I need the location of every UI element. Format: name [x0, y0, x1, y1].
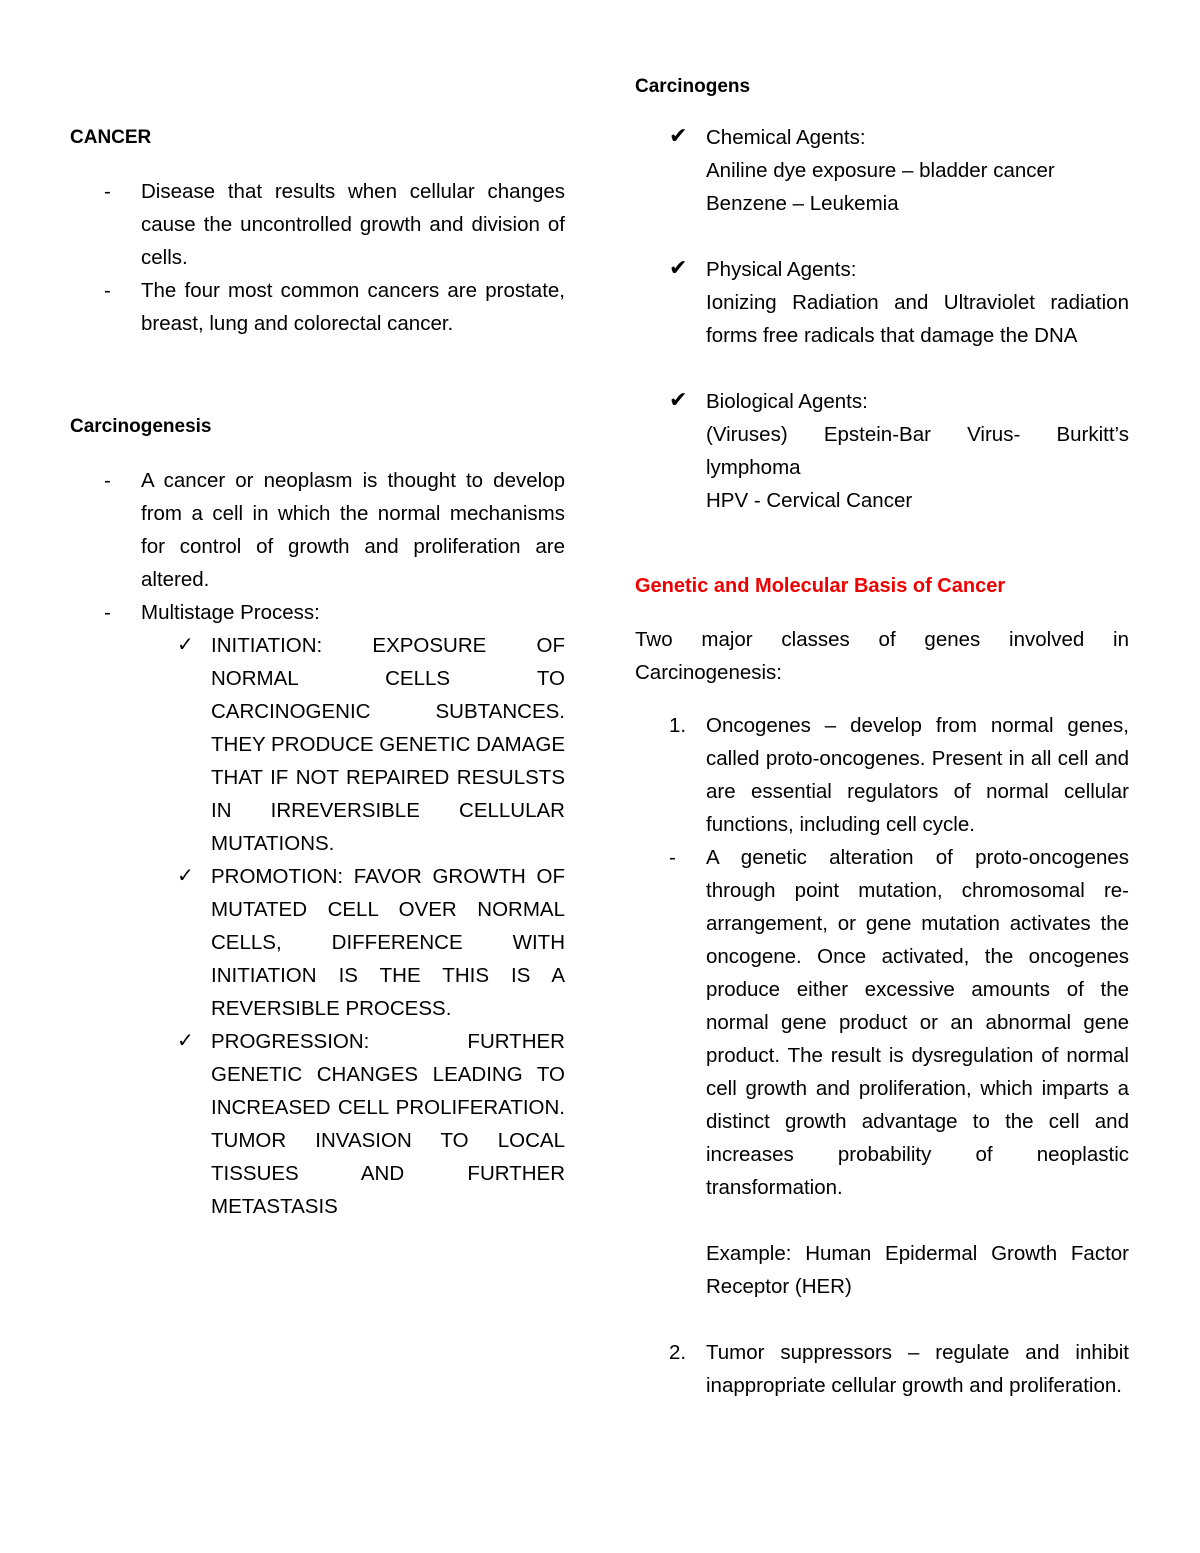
- agent-title: Physical Agents:: [706, 258, 857, 281]
- agent-line: Ionizing Radiation and Ultraviolet radiation forms free radicals that damage the DNA: [706, 291, 1129, 347]
- agent-physical: [635, 253, 1129, 352]
- genetic-basis-heading: Genetic and Molecular Basis of Cancer: [635, 575, 1006, 597]
- dash-marker: -: [104, 469, 111, 492]
- carcinogenesis-bullet-2: [70, 596, 565, 629]
- cancer-bullet-2: [70, 274, 565, 340]
- carcinogenesis-bullet-text: A cancer or neoplasm is thought to develop from a cell in which the normal mechanisms for control of growth and proliferation are altered.: [141, 469, 565, 591]
- list-item-tumor-suppressors: [635, 1336, 1129, 1402]
- agent-title: Biological Agents:: [706, 390, 868, 413]
- carcinogenesis-bullet-text: Multistage Process:: [141, 601, 320, 624]
- number-marker: 1.: [669, 714, 687, 737]
- stage-text: PROGRESSION: FURTHER GENETIC CHANGES LEADING TO INCREASED CELL PROLIFERATION. TUMOR INVASION TO LOCAL TISSUES AND FURTHER METASTASIS: [211, 1030, 565, 1218]
- checkmark-icon: ✓: [177, 634, 194, 656]
- oncogenes-bullet-text: A genetic alteration of proto-oncogenes through point mutation, chromosomal re-arrangement, or gene mutation activates the oncogene. Once activated, the oncogenes produce either excessive amounts of the normal gene product or an abnormal gene product. The result is dysregulation of normal cell growth and proliferation, which imparts a distinct growth advantage to the cell and increases probability of neoplastic transformation.: [706, 846, 1129, 1199]
- stage-progression: [70, 1025, 565, 1223]
- agent-line: Aniline dye exposure – bladder cancer: [706, 159, 1055, 182]
- cancer-bullet-text: Disease that results when cellular changes cause the uncontrolled growth and division of cells.: [141, 180, 565, 269]
- dash-marker: -: [104, 279, 111, 302]
- cancer-bullet-text: The four most common cancers are prostate, breast, lung and colorectal cancer.: [141, 279, 565, 335]
- stage-initiation: [70, 629, 565, 860]
- checkmark-icon: ✔: [669, 387, 688, 412]
- dash-marker: -: [669, 846, 676, 869]
- agent-title: Chemical Agents:: [706, 126, 866, 149]
- checkmark-icon: ✔: [669, 255, 688, 280]
- dash-marker: -: [104, 180, 111, 203]
- carcinogenesis-heading: Carcinogenesis: [70, 416, 212, 437]
- agent-line: (Viruses) Epstein-Bar Virus- Burkitt’s lymphoma: [706, 423, 1129, 479]
- carcinogenesis-bullet-1: [70, 464, 565, 596]
- carcinogens-heading: Carcinogens: [635, 76, 751, 97]
- cancer-bullet-1: [70, 175, 565, 274]
- oncogenes-bullet: [635, 841, 1129, 1204]
- agent-biological: [635, 385, 1129, 517]
- left-column: [70, 0, 565, 1223]
- agent-line: HPV - Cervical Cancer: [706, 489, 913, 512]
- example-text: Example: Human Epidermal Growth Factor Receptor (HER): [706, 1242, 1129, 1298]
- genetic-intro: Two major classes of genes involved in Carcinogenesis:: [635, 628, 1129, 684]
- checkmark-icon: ✓: [177, 865, 194, 887]
- right-column: [635, 0, 1129, 1402]
- checkmark-icon: ✔: [669, 123, 688, 148]
- checkmark-icon: ✓: [177, 1030, 194, 1052]
- number-marker: 2.: [669, 1341, 687, 1364]
- dash-marker: -: [104, 601, 111, 624]
- agent-line: Benzene – Leukemia: [706, 192, 899, 215]
- agent-chemical: [635, 121, 1129, 220]
- stage-promotion: [70, 860, 565, 1025]
- cancer-heading: CANCER: [70, 127, 152, 148]
- oncogenes-text: Oncogenes – develop from normal genes, called proto-oncogenes. Present in all cell and are essential regulators of normal cellular functions, including cell cycle.: [706, 714, 1129, 836]
- stage-text: PROMOTION: FAVOR GROWTH OF MUTATED CELL OVER NORMAL CELLS, DIFFERENCE WITH INITIATION IS THE THIS IS A REVERSIBLE PROCESS.: [211, 865, 565, 1020]
- tumor-suppressors-text: Tumor suppressors – regulate and inhibit inappropriate cellular growth and proliferation.: [706, 1341, 1129, 1397]
- stage-text: INITIATION: EXPOSURE OF NORMAL CELLS TO CARCINOGENIC SUBTANCES. THEY PRODUCE GENETIC DAMAGE THAT IF NOT REPAIRED RESULSTS IN IRREVERSIBLE CELLULAR MUTATIONS.: [211, 634, 565, 855]
- list-item-oncogenes: [635, 709, 1129, 841]
